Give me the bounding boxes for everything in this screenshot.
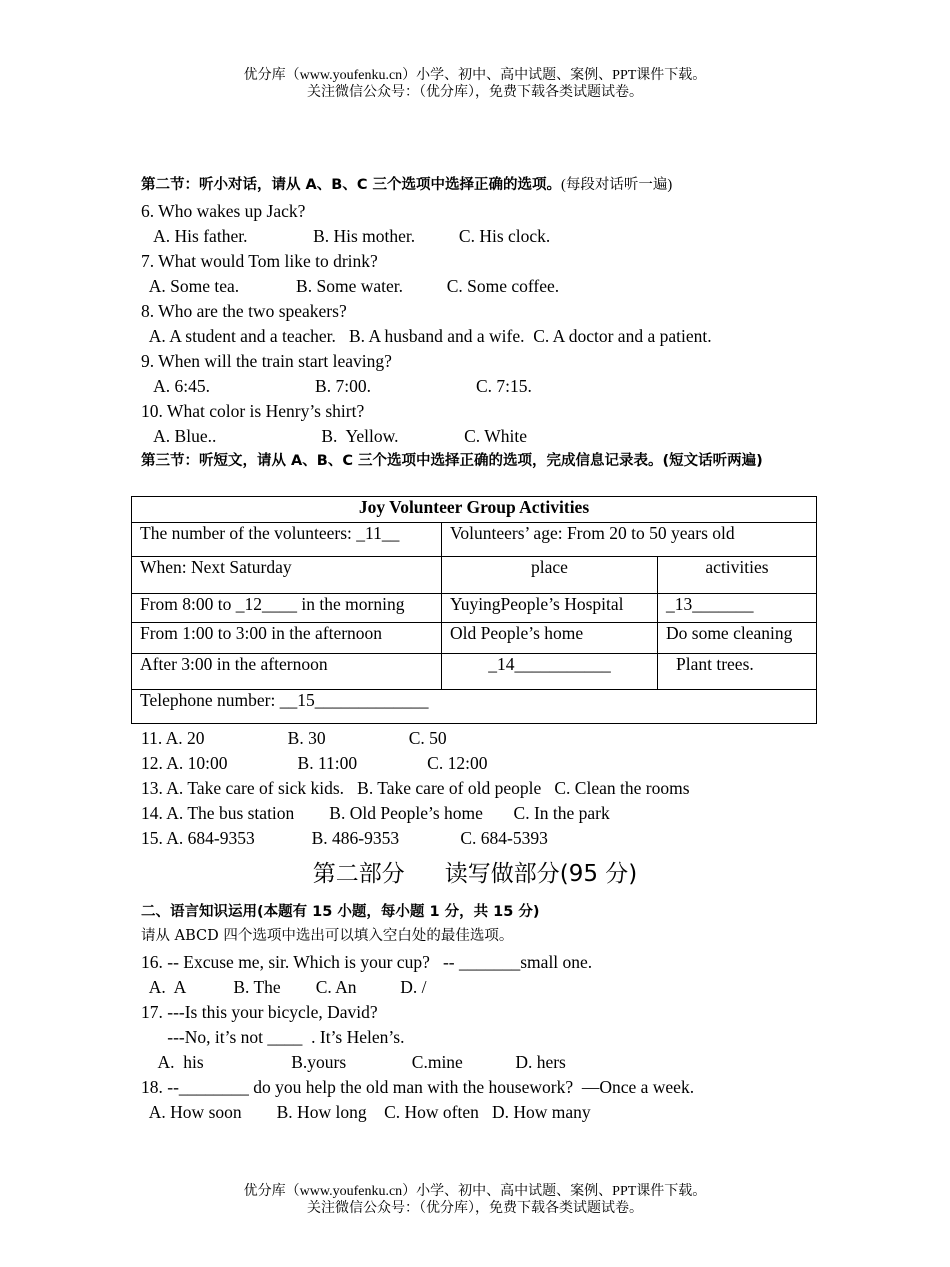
table-header-activities: activities — [658, 557, 817, 594]
question-8-options: A. A student and a teacher. B. A husband and a wife. C. A doctor and a patient. — [141, 326, 712, 346]
answer-11: 11. A. 20 B. 30 C. 50 — [141, 728, 447, 748]
question-9-options: A. 6:45. B. 7:00. C. 7:15. — [141, 376, 532, 396]
answer-13: 13. A. Take care of sick kids. B. Take care of old people C. Clean the rooms — [141, 778, 690, 798]
table-cell: When: Next Saturday — [132, 557, 442, 594]
table-row — [132, 594, 817, 623]
section3-title: 第三节：听短文，请从 A、B、C 三个选项中选择正确的选项，完成信息记录表。(短文话听两遍) — [141, 453, 763, 469]
section2-title — [141, 175, 672, 195]
question-17-options: A. his B.yours C.mine D. hers — [141, 1052, 566, 1072]
answer-15: 15. A. 684-9353 B. 486-9353 C. 684-5393 — [141, 828, 548, 848]
page-header — [0, 67, 950, 101]
table-cell: After 3:00 in the afternoon — [132, 654, 442, 690]
table-cell: The number of the volunteers: _11__ — [132, 523, 442, 557]
table-row — [132, 523, 817, 557]
question-6-options: A. His father. B. His mother. C. His clock. — [141, 226, 551, 246]
table-cell: Plant trees. — [658, 654, 817, 690]
question-16-options: A. A B. The C. An D. / — [141, 977, 427, 997]
table-row — [132, 497, 817, 523]
question-16: 16. -- Excuse me, sir. Which is your cup? -- _______small one. — [141, 952, 593, 972]
table-cell: Volunteers’ age: From 20 to 50 years old — [442, 523, 817, 557]
table-cell: YuyingPeople’s Hospital — [442, 594, 658, 623]
question-6: 6. Who wakes up Jack? — [141, 201, 306, 221]
section2-title-bold: 第二节：听小对话，请从 A、B、C 三个选项中选择正确的选项。 — [141, 177, 562, 193]
question-18: 18. --________ do you help the old man with the housework? —Once a week. — [141, 1077, 695, 1097]
question-10-options: A. Blue.. B. Yellow. C. White — [141, 426, 527, 446]
table-cell-telephone: Telephone number: __15_____________ — [132, 690, 817, 724]
table-cell: From 1:00 to 3:00 in the afternoon — [132, 623, 442, 654]
question-8: 8. Who are the two speakers? — [141, 301, 347, 321]
footer-line-1: 优分库（www.youfenku.cn）小学、初中、高中试题、案例、PPT课件下载。 — [243, 1184, 707, 1199]
table-title: Joy Volunteer Group Activities — [132, 497, 817, 523]
info-record-table — [131, 496, 817, 724]
answer-14: 14. A. The bus station B. Old People’s home C. In the park — [141, 803, 610, 823]
table-row — [132, 557, 817, 594]
table-row — [132, 623, 817, 654]
header-line-1: 优分库（www.youfenku.cn）小学、初中、高中试题、案例、PPT课件下载。 — [243, 68, 707, 83]
language-section-title: 二、语言知识运用(本题有 15 小题，每小题 1 分，共 15 分) — [141, 904, 540, 920]
footer-line-2: 关注微信公众号：（优分库），免费下载各类试题试卷。 — [307, 1201, 643, 1216]
table-cell: Old People’s home — [442, 623, 658, 654]
table-cell: _13_______ — [658, 594, 817, 623]
question-17-reply: ---No, it’s not ____ . It’s Helen’s. — [141, 1027, 405, 1047]
part2-title-sub: 读写做部分(95 分) — [444, 861, 638, 887]
table-cell: From 8:00 to _12____ in the morning — [132, 594, 442, 623]
question-18-options: A. How soon B. How long C. How often D. How many — [141, 1102, 591, 1122]
language-section-instruction: 请从 ABCD 四个选项中选出可以填入空白处的最佳选项。 — [141, 928, 514, 944]
question-10: 10. What color is Henry’s shirt? — [141, 401, 365, 421]
section2-title-note: (每段对话听一遍) — [561, 177, 673, 193]
question-9: 9. When will the train start leaving? — [141, 351, 392, 371]
page-footer — [0, 1183, 950, 1217]
table-cell: _14___________ — [442, 654, 658, 690]
part2-title-main: 第二部分 — [312, 861, 405, 887]
table-cell: Do some cleaning — [658, 623, 817, 654]
question-7: 7. What would Tom like to drink? — [141, 251, 378, 271]
answer-12: 12. A. 10:00 B. 11:00 C. 12:00 — [141, 753, 488, 773]
table-row — [132, 690, 817, 724]
part2-title — [0, 859, 950, 889]
table-row — [132, 654, 817, 690]
table-header-place: place — [442, 557, 658, 594]
question-7-options: A. Some tea. B. Some water. C. Some coffee. — [141, 276, 560, 296]
header-line-2: 关注微信公众号：（优分库），免费下载各类试题试卷。 — [307, 85, 643, 100]
question-17: 17. ---Is this your bicycle, David? — [141, 1002, 378, 1022]
